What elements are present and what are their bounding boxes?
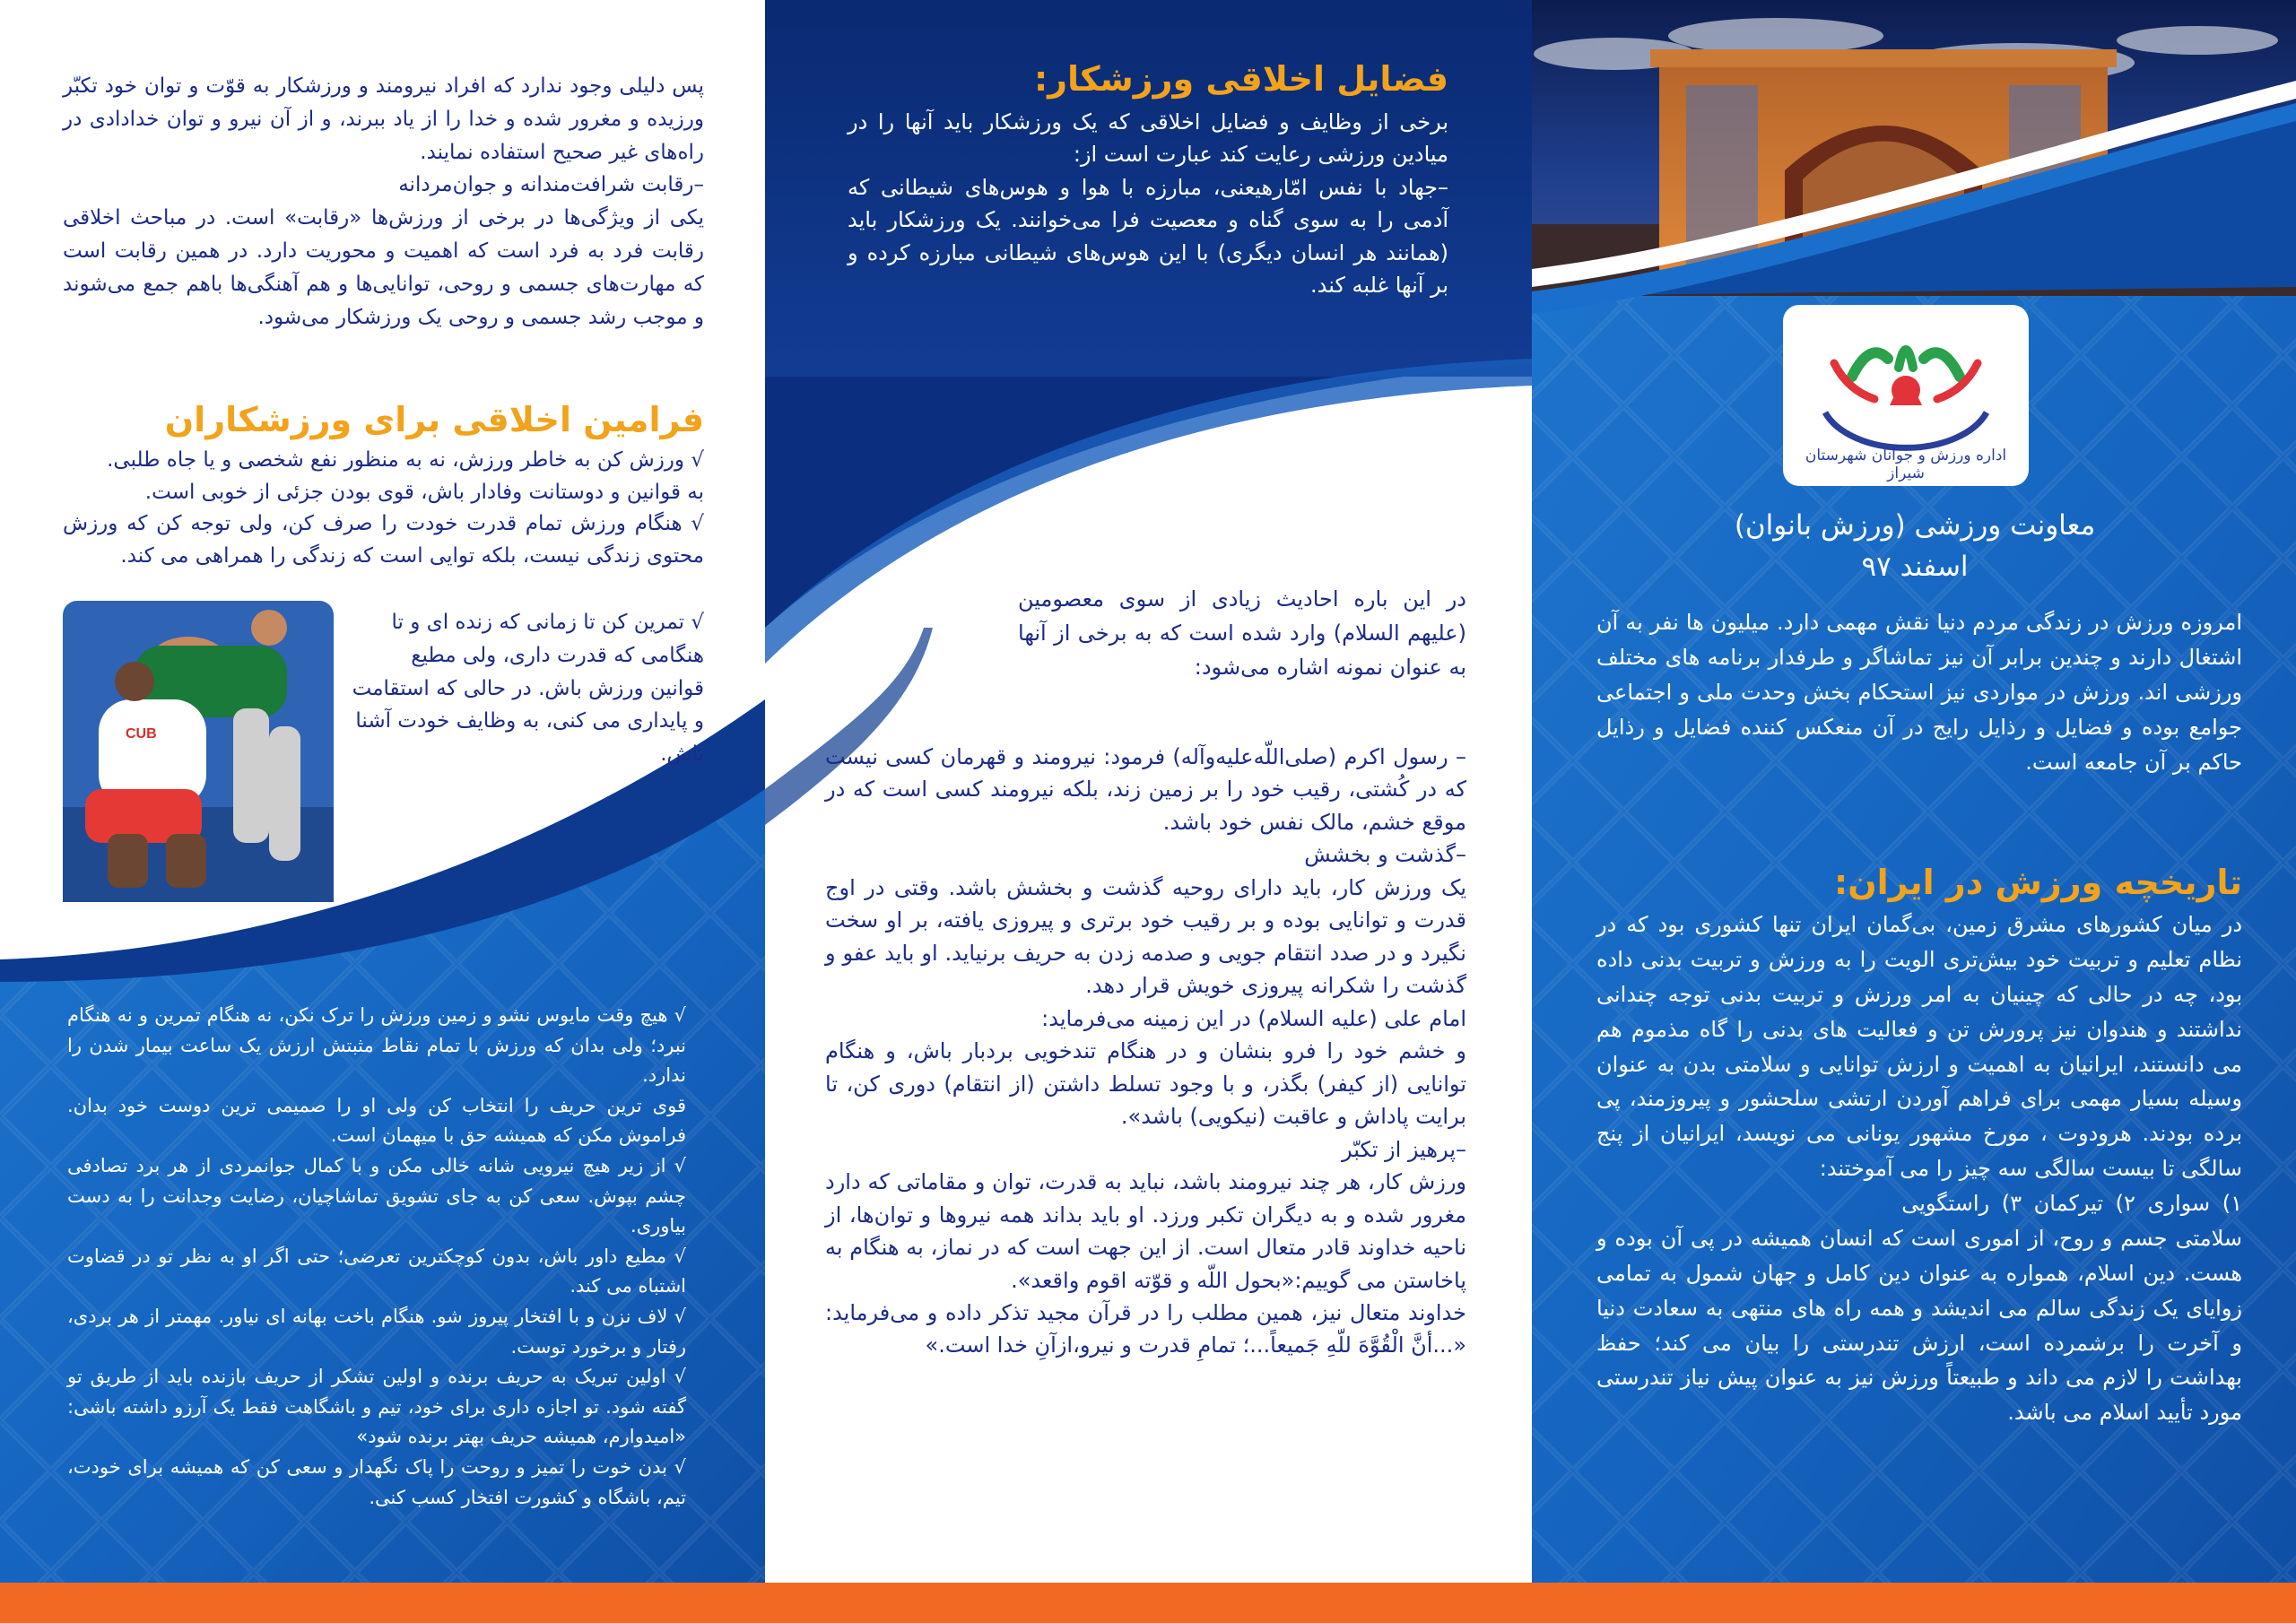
hadith-intro-paragraph: در این باره احادیث زیادی از سوی معصومین (علیهم السلام) وارد شده است که به برخی از آنها به عنوان نمونه اشاره می‌شود: — [1018, 586, 1466, 680]
commandment-2: به قوانین و دوستانت وفادار باش، قوی بودن جزئی از خوبی است. — [144, 480, 704, 504]
history-paragraph: در میان کشورهای مشرق زمین، بی‌گمان ایران تنها کشوری بود که در نظام تعلیم و تربیت خود بیش‌تری الویت را به ورزش و تربیت بدنی داده بود، چه در حالی که چینیان به امر ورزش و تربیت بدنی توجه چندانی نداشتند و هندوان نیز پرورش تن و فعالیت های بدنی را گاه مذموم هم می دانستند، ایرانیان به اهمیت و ارزش توانایی و سلامتی بدن به عنوان وسیله بسیار مهمی برای فراهم آوردن ارتشی سلحشور و پیروزمند، پی برده بودند. هرودوت ، مورخ مشهور یونانی می نویسد، ایرانیان از پنج سالگی تا بیست سالگی سه چیز را می آموختند: — [1596, 912, 2242, 1182]
commandments-heading: فرامین اخلاقی برای ورزشکاران — [164, 400, 704, 439]
commandment-4: √ تمرین کن تا زمانی که زنده ای و تا هنگامی که قدرت داری، ولی مطیع قوانین ورزش باش. در حالی که استقامت و پایداری می کنی، به وظایف خودت آشنا باش. — [352, 611, 704, 767]
commandment-3: √ هنگام ورزش تمام قدرت خودت را صرف کن، ولی توجه کن که ورزش محتوی زندگی نیست، بلکه توایی است که زندگی را همراهی می کند. — [63, 512, 704, 568]
hadith-paragraph-5: و خشم خود را فرو بنشان و در هنگام تندخویی بردبار باش، و هنگام توانایی (از کیفر) بگذر، و با وجود تسلط داشتن (از انتقام) دوری کن، تا برایت پاداش و عاقبت (نیکویی) باشد». — [825, 1038, 1466, 1130]
hadith-intro — [1018, 583, 1466, 685]
virtues-body — [848, 106, 1448, 302]
commandment-11: √ بدن خوت را تمیز و روحت را پاک نگهدار و سعی کن که همیشه برای خودت، تیم، باشگاه و کشورت افتخار کسب کنی. — [67, 1455, 686, 1508]
hadith-subheading-forgiveness: –گذشت و بخشش — [1304, 842, 1466, 868]
left-paragraph-3: یکی از ویژگی‌ها در برخی از ورزش‌ها «رقابت» است. در مباحث اخلاقی رقابت فرد به فرد است که اهمیت و محوریت دارد. در همین رقابت است که مهارت‌های جسمی و روحی، توانایی‌ها و هم آهنگی‌ها باهم جمع می‌شوند و موجب رشد جسمی و روحی یک ورزشکار می‌شود. — [63, 206, 704, 329]
virtues-heading: فضایل اخلاقی ورزشکار: — [1033, 59, 1448, 99]
hadith-subheading-arrogance: –پرهیز از تکبّر — [1342, 1136, 1466, 1162]
commandment-7: √ از زیر هیچ نیرویی شانه خالی مکن و با کمال جوانمردی از هر برد تصادفی چشم بپوش. سعی کن به جای تشویق تماشاچیان، رضایت وجدانت را به دست بیاوری. — [67, 1154, 686, 1237]
hadith-paragraph-8: خداوند متعال نیز، همین مطلب را در قرآن مجید تذکر داده و می‌فرماید: «...أنَّ الْقُوَّهَ للّهِ جَمیعاً...؛ تمامِ قدرت و نیرو،ازآنِ خدا است.» — [825, 1299, 1466, 1358]
virtues-paragraph-2: –جهاد با نفس امّارهیعنی، مبارزه با هوا و هوس‌های شیطانی که آدمی را به سوی گناه و معصیت فرا می‌خوانند. یک ورزشکار باید (همانند هر انسان دیگری) با این هوس‌های شیطانی مبارزه کرده و بر آنها غلبه کند. — [848, 174, 1448, 299]
commandment-5: √ هیچ وقت مایوس نشو و زمین ورزش را ترک نکن، نه هنگام تمرین و نه هنگام نبرد؛ ولی بدان که ورزش با تمام نقاط مثبتش ارزش یک ساعت بیمار شدن را ندارد. — [67, 1004, 686, 1087]
history-paragraph-2: سلامتی جسم و روح، از اموری است که انسان همیشه در پی آن بوده و هست. دین اسلام، همواره به عنوان دین کامل و جهان شمول به تمامی زوایای یک زندگی سالم می اندیشد و همه راه های منتهی به سعادت دنیا و آخرت را برشمرده است، ارزش تندرستی را بیان می کند؛ حفظ بهداشت را لازم می داند و طبیعتاً ورزش نیز به عنوان پیش نیاز تندرستی مورد تأیید اسلام می باشد. — [1596, 1225, 2242, 1426]
commandment-10: √ اولین تبریک به حریف برنده و اولین تشکر از حریف بازنده باید از طریق تو گفته شود. تو اجازه داری برای خود، تیم و باشگاهت فقط یک آرزو داشته باشی: «امیدوارم، همیشه حریف بهتر برنده شود» — [67, 1366, 686, 1448]
hadith-paragraph-4: امام علی (علیه السلام) در این زمینه می‌فرماید: — [1041, 1005, 1466, 1031]
virtues-paragraph: برخی از وظایف و فضایل اخلاقی که یک ورزشکار باید آنها را در میادین ورزشی رعایت کند عبارت است از: — [848, 109, 1448, 168]
commandment-9: √ لاف نزن و با افتخار پیروز شو. هنگام باخت بهانه ای نیاور. مهمتر از هر بردی، رفتار و برخورد توست. — [67, 1305, 686, 1358]
commandments-bottom — [67, 1001, 686, 1513]
cover-intro — [1596, 605, 2242, 779]
commandments-beside-photo — [352, 606, 704, 771]
history-list: ۱) سواری ۲) تیرکمان ۳) راستگویی — [1901, 1191, 2242, 1216]
intro-paragraph: امروزه ورزش در زندگی مردم دنیا نقش مهمی دارد. میلیون ها نفر به آن اشتغال دارند و چندین برابر آن نیز تماشاگر و طرفدار برنامه های مختلف ورزشی اند. ورزش در مواردی نیز استحکام بخش وحدت ملی و اجتماعی جوامع بوده و فضایل و رذایل رایج در آن منعکس کننده فضایل و رذایل حاکم بر آن جامعه است. — [1596, 610, 2242, 775]
history-heading: تاریخچه ورزش در ایران: — [1834, 863, 2242, 902]
hadith-paragraph-3: یک ورزش کار، باید دارای روحیه گذشت و بخشش باشد. وقتی در اوج قدرت و توانایی بوده و بر رقیب خود برتری و پیروزی یافته، بر او سخت نگیرد و در صدد انتقام جویی و صدمه زدن به حریف برنیاید. او باید عفو و گذشت را شکرانه پیروزی خویش قرار دهد. — [825, 874, 1466, 999]
left-subheading-competition: –رقابت شرافت‌مندانه و جوان‌مردانه — [398, 173, 704, 197]
wrestler-singlet-label: CUB — [126, 726, 157, 742]
commandment-8: √ مطیع داور باش، بدون کوچکترین تعرضی؛ حتی اگر او به نظر تو در قضاوت اشتباه می کند. — [67, 1245, 686, 1298]
cover-title: معاونت ورزشی (ورزش بانوان) — [1734, 509, 2096, 542]
commandments-top — [63, 445, 704, 573]
commandment-1: √ ورزش کن به خاطر ورزش، نه به منظور نفع شخصی و یا جاه طلبی. — [107, 448, 704, 472]
hadith-paragraph-1: – رسول اکرم (صلی‌اللّه‌علیه‌وآله) فرمود: نیرومند و قهرمان کسی نیست که در کُشتی، رقیب خود را بر زمین زند، بلکه نیرومند کسی است که در موقع خشم، مالک نفس خود باشد. — [825, 744, 1466, 835]
left-paragraph-1: پس دلیلی وجود ندارد که افراد نیرومند و ورزشکار به قوّت و توان خود تکبّر ورزیده و مغرور شده و خدا را از یاد ببرند، و از آن نیرو و توان خدادادی در راه‌های غیر صحیح استفاده نمایند. — [63, 74, 704, 164]
hadith-body — [825, 741, 1466, 1362]
cover-date: اسفند ۹۷ — [1861, 551, 1969, 583]
left-top-body — [63, 70, 704, 334]
commandment-6: قوی ترین حریف را انتخاب کن ولی او را صمیمی ترین دوست خود بدان. فراموش مکن که همیشه حق با میهمان است. — [67, 1094, 686, 1147]
hadith-paragraph-7: ورزش کار، هر چند نیرومند باشد، نباید به قدرت، توان و مقاماتی که دارد مغرور شده و به دیگران تکبر ورزد. او باید بداند همه نیروها و توان‌ها، از ناحیه خداوند قادر متعال است. از این جهت است که در نماز، به هنگام به پاخاستن می گوییم:«بحول اللّه و قوّته اقوم واقعد». — [825, 1169, 1466, 1293]
logo-caption: اداره ورزش و جوانان شهرستان شیراز — [1805, 447, 2007, 482]
history-body — [1596, 907, 2242, 1430]
